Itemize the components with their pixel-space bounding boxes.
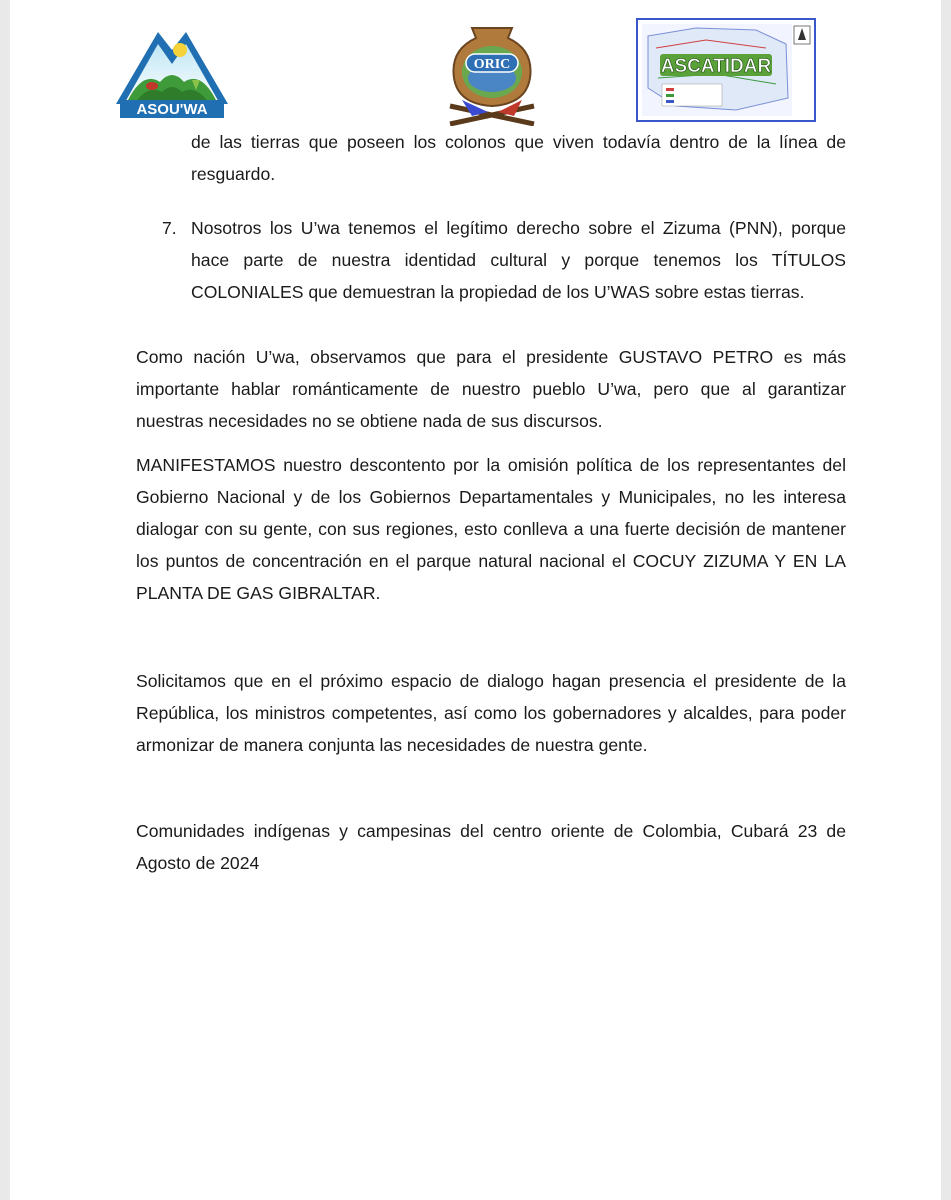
paragraph-petro: Como nación U’wa, observamos que para el presidente GUSTAVO PETRO es más importante hablar románticamente de nuestro pueblo U’wa, pero que al garantizar nuestras necesidades no se obtiene nada de sus discursos.: [136, 347, 846, 431]
list-item-7-text: Nosotros los U’wa tenemos el legítimo derecho sobre el Zizuma (PNN), porque hace parte de nuestra identidad cultural y porque tenemos los TÍTULOS COLONIALES que demuestran la propiedad de los U’WAS sobre estas tierras.: [191, 218, 846, 302]
closing-signature: Comunidades indígenas y campesinas del centro oriente de Colombia, Cubará 23 de Agosto de 2024: [136, 821, 846, 873]
ascatidar-logo: [636, 18, 816, 122]
document-page: [10, 0, 941, 1200]
oric-logo: [442, 20, 542, 126]
ascatidar-logo-text: ASCATIDAR: [660, 56, 772, 77]
asouwa-logo-text: ASOU'WA: [136, 101, 208, 118]
paragraph-solicitamos: Solicitamos que en el próximo espacio de dialogo hagan presencia el presidente de la República, los ministros competentes, así como los gobernadores y alcaldes, para poder armonizar de manera conjunta las necesidades de nuestra gente.: [136, 671, 846, 755]
list-item-number: 7.: [162, 218, 177, 238]
paragraph-manifestamos: MANIFESTAMOS nuestro descontento por la omisión política de los representantes del Gobierno Nacional y de los Gobiernos Departamentales y Municipales, no les interesa dialogar con su gente, con sus regiones, esto conlleva a una fuerte decisión de mantener los puntos de concentración en el parque natural nacional el COCUY ZIZUMA Y EN LA PLANTA DE GAS GIBRALTAR.: [136, 455, 846, 603]
oric-logo-text: ORIC: [473, 57, 511, 72]
asouwa-logo: [112, 20, 232, 118]
continuation-text: de las tierras que poseen los colonos que viven todavía dentro de la línea de resguardo.: [191, 132, 846, 184]
